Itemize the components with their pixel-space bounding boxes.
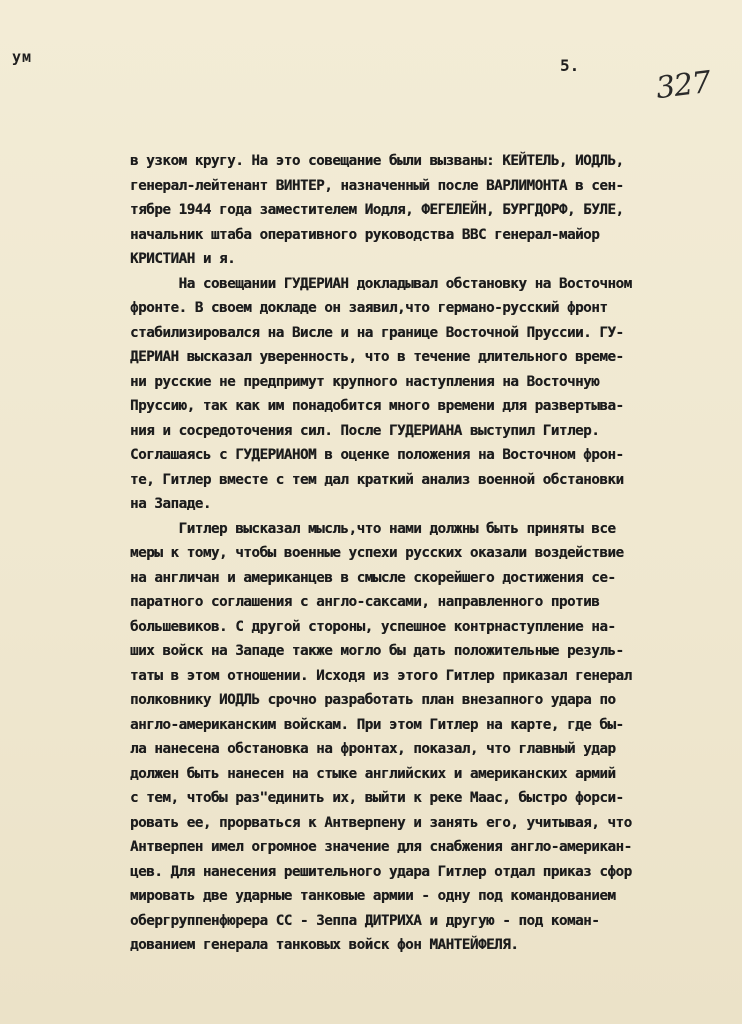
text-line: Гитлер высказал мысль,что нами должны быть приняты все	[130, 520, 616, 537]
text-line: Пруссию, так как им понадобится много времени для развертыва-	[130, 398, 624, 414]
text-line: ла нанесена обстановка на фронтах, показал, что главный удар	[130, 741, 616, 757]
corner-mark: ум	[12, 48, 33, 66]
text-line: ровать ее, прорваться к Антверпену и занять его, учитывая, что	[130, 814, 632, 831]
text-line: англо-американским войскам. При этом Гитлер на карте, где бы-	[130, 716, 624, 733]
text-line: мировать две ударные танковые армии - одну под командованием	[130, 888, 616, 904]
text-line: таты в этом отношении. Исходя из этого Гитлер приказал генерал	[130, 667, 632, 684]
text-line: большевиков. С другой стороны, успешное контрнаступление на-	[130, 618, 616, 635]
text-line: КРИСТИАН и я.	[130, 251, 236, 267]
text-line: с тем, чтобы раз"единить их, выйти к реке Маас, быстро форси-	[130, 790, 624, 806]
text-line: дованием генерала танковых войск фон МАНТЕЙФЕЛЯ.	[130, 937, 519, 953]
text-line: паратного соглашения с англо-саксами, направленного против	[130, 594, 600, 610]
text-line: в узком кругу. На это совещание были вызваны: КЕЙТЕЛЬ, ИОДЛЬ,	[130, 153, 624, 169]
text-line: на Западе.	[130, 496, 211, 512]
text-line: ДЕРИАН высказал уверенность, что в течение длительного време-	[130, 349, 624, 365]
text-line: стабилизировался на Висле и на границе Восточной Пруссии. ГУ-	[130, 324, 624, 341]
text-line: полковнику ИОДЛЬ срочно разработать план внезапного удара по	[130, 692, 616, 708]
text-line: генерал-лейтенант ВИНТЕР, назначенный после ВАРЛИМОНТА в сен-	[130, 177, 624, 194]
text-line: фронте. В своем докладе он заявил,что германо-русский фронт	[130, 300, 608, 316]
text-line: те, Гитлер вместе с тем дал краткий анализ военной обстановки	[130, 471, 624, 488]
text-line: цев. Для нанесения решительного удара Гитлер отдал приказ сфор	[130, 863, 632, 880]
text-line: ших войск на Западе также могло бы дать положительные резуль-	[130, 643, 624, 659]
text-line: должен быть нанесен на стыке английских и американских армий	[130, 765, 616, 782]
text-line: Антверпен имел огромное значение для снабжения англо-американ-	[130, 839, 632, 855]
text-line: на англичан и американцев в смысле скорейшего достижения се-	[130, 569, 616, 586]
archive-handwritten-number: 327	[654, 64, 713, 107]
text-line: начальник штаба оперативного руководства ВВС генерал-майор	[130, 226, 600, 243]
page-number: 5.	[560, 56, 580, 75]
text-line: обергруппенфюрера СС - Зеппа ДИТРИХА и другую - под коман-	[130, 912, 600, 929]
text-line: меры к тому, чтобы военные успехи русских оказали воздействие	[130, 545, 624, 561]
text-line: тябре 1944 года заместителем Иодля, ФЕГЕЛЕЙН, БУРГДОРФ, БУЛЕ,	[130, 202, 624, 218]
text-line: На совещании ГУДЕРИАН докладывал обстановку на Восточном	[130, 275, 632, 292]
typed-text-block	[130, 149, 742, 958]
text-line: Соглашаясь с ГУДЕРИАНОМ в оценке положения на Восточном фрон-	[130, 447, 624, 463]
text-line: ния и сосредоточения сил. После ГУДЕРИАНА выступил Гитлер.	[130, 422, 600, 439]
text-line: ни русские не предпримут крупного наступления на Восточную	[130, 373, 600, 390]
